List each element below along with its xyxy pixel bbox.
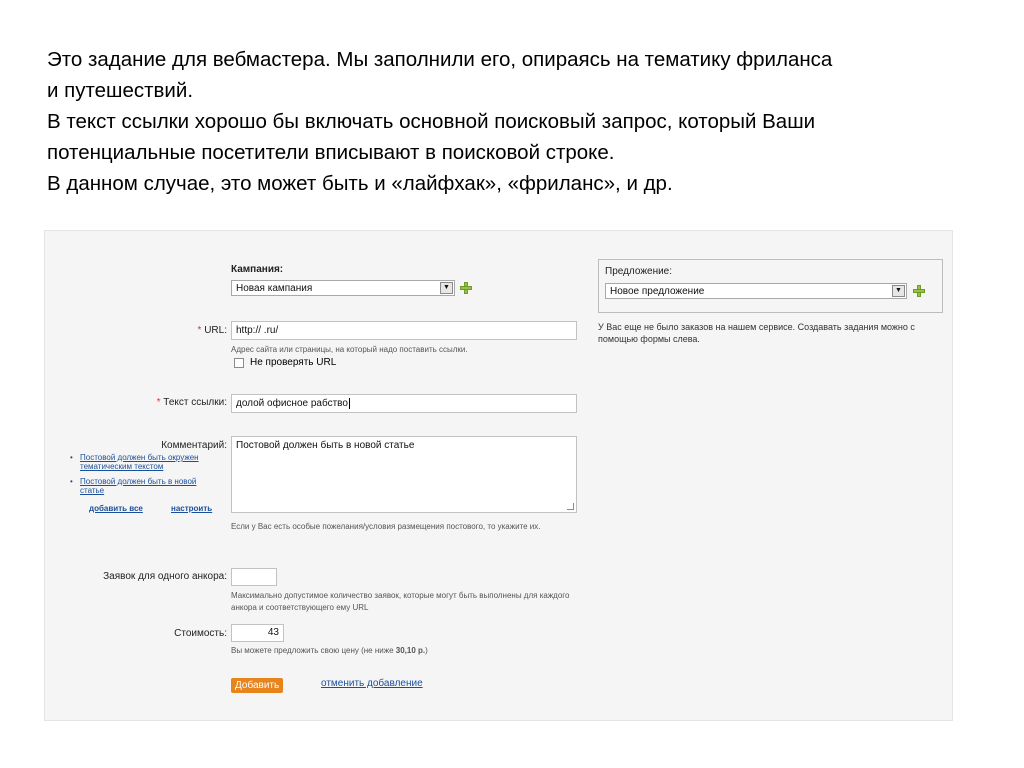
intro-line: потенциальные посетители вписывают в поисковой строке. <box>47 141 615 164</box>
add-button[interactable]: Добавить <box>231 678 283 693</box>
link-text-input[interactable] <box>231 394 577 413</box>
list-item <box>67 453 217 471</box>
price-input[interactable]: 43 <box>231 624 284 642</box>
price-hint <box>231 645 571 657</box>
anchor-count-input[interactable] <box>231 568 277 586</box>
campaign-select-value: Новая кампания <box>236 283 313 294</box>
url-label: URL: <box>204 325 227 336</box>
offer-box <box>598 259 943 313</box>
intro-line: В текст ссылки хорошо бы включать основной поисковый запрос, который Ваши <box>47 110 816 133</box>
add-campaign-plus-icon[interactable] <box>459 281 473 295</box>
comment-value: Постовой должен быть в новой статье <box>236 440 415 451</box>
anchor-count-label: Заявок для одного анкора: <box>103 571 227 582</box>
add-all-link[interactable]: добавить все <box>89 504 143 513</box>
configure-link[interactable]: настроить <box>171 504 213 513</box>
link-text-label-row <box>105 397 227 408</box>
intro-line: Это задание для вебмастера. Мы заполнили его, опираясь на тематику фриланса <box>47 48 833 71</box>
url-input[interactable]: http:// .ru/ <box>231 321 577 340</box>
suggestion-link[interactable]: Постовой должен быть в новой статье <box>80 477 197 495</box>
price-hint-prefix: Вы можете предложить свою цену (не ниже <box>231 646 396 655</box>
campaign-label: Кампания: <box>231 264 284 275</box>
price-label: Стоимость: <box>174 628 227 639</box>
comment-suggestions <box>67 453 217 501</box>
url-hint: Адрес сайта или страницы, на который надо поставить ссылки. <box>231 345 468 354</box>
intro-line: и путешествий. <box>47 79 194 102</box>
url-label-row <box>125 325 227 336</box>
comment-label: Комментарий: <box>161 440 227 451</box>
comment-hint: Если у Вас есть особые пожелания/условия размещения постового, то укажите их. <box>231 522 541 531</box>
offer-select-value: Новое предложение <box>610 286 705 297</box>
comment-textarea[interactable] <box>231 436 577 513</box>
offer-note: У Вас еще не было заказов на нашем сервисе. Создавать задания можно с помощью формы слева. <box>598 322 915 344</box>
offer-label: Предложение: <box>605 266 673 277</box>
price-hint-min: 30,10 р. <box>395 646 426 655</box>
chevron-down-icon[interactable]: ▼ <box>440 282 453 294</box>
intro-line: В данном случае, это может быть и «лайфхак», «фриланс», и др. <box>47 172 673 195</box>
required-mark: * <box>197 325 202 336</box>
price-hint-suffix: ) <box>425 646 428 655</box>
chevron-down-icon[interactable]: ▼ <box>892 285 905 297</box>
resize-handle-icon[interactable] <box>567 503 574 510</box>
link-text-label: Текст ссылки: <box>163 397 227 408</box>
no-check-url-checkbox[interactable] <box>234 358 244 368</box>
list-item <box>67 477 217 495</box>
add-offer-plus-icon[interactable] <box>912 284 926 298</box>
task-form-panel <box>44 230 953 721</box>
anchor-count-hint: Максимально допустимое количество заявок, которые могут быть выполнены для каждого анкора и соответствующего ему URL <box>231 591 570 612</box>
campaign-select[interactable] <box>231 280 455 296</box>
cancel-add-link[interactable]: отменить добавление <box>321 678 423 689</box>
required-mark: * <box>156 397 161 408</box>
suggestion-link[interactable]: Постовой должен быть окружен тематическим текстом <box>80 453 199 471</box>
intro-text <box>47 44 987 199</box>
no-check-url-label[interactable]: Не проверять URL <box>250 357 337 368</box>
offer-select[interactable] <box>605 283 907 299</box>
link-text-value: долой офисное рабство <box>236 398 348 409</box>
